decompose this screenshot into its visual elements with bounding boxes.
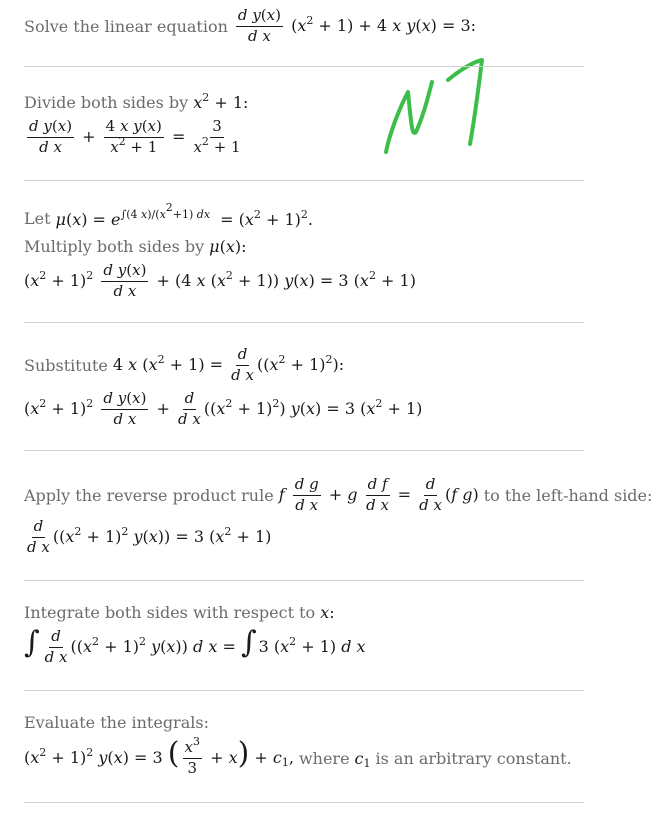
- divider: [24, 66, 584, 67]
- step1-intro-text: Solve the linear equation: [24, 16, 228, 36]
- step1-equation: $\frac{\text{d y(x)}}{\text{d x}}$ $(x^2 + 1) + 4$ x y(x) = 3:: [237, 5, 477, 45]
- step3-multiply-line: Multiply both sides by μ(x):: [24, 236, 247, 256]
- divider: [24, 450, 584, 451]
- step3-mu-definition: $\mu(x) = e^{\int(4 x)/(x^2+1) dx} = (x^2 + 1)^2$.: [55, 200, 313, 229]
- step3-equation: $(x^2 + 1)^2$ $\frac{\text{d y(x)}}{\text{d x}}$ + (4 x $(x^2 + 1)$) y(x) = 3 $(x^2 + 1)$: [24, 260, 416, 300]
- divider: [24, 180, 584, 181]
- divider: [24, 802, 584, 803]
- step5-outro-text: to the left-hand side:: [483, 485, 652, 505]
- step5-equation: $\frac{d}{\text{d x}}$ ($(x^2 + 1)^2$ y(x)) = 3 $(x^2 + 1)$: [27, 516, 272, 556]
- step4-intro-text: Substitute: [24, 355, 108, 375]
- handwritten-n1-mark: [378, 52, 498, 162]
- step3-let-text: Let: [24, 208, 51, 228]
- step4-equation: $(x^2 + 1)^2$ $\frac{\text{d y(x)}}{\text{d x}}$ + $\frac{d}{\text{d x}}$ $((x^2 + 1)^2) y(x) = 3$ $(x^2 + 1)$: [24, 388, 423, 428]
- step2-intro-text: Divide both sides by: [24, 92, 189, 112]
- step7-intro-text: Evaluate the integrals:: [24, 712, 209, 732]
- step6-intro-line: Integrate both sides with respect to x:: [24, 602, 335, 622]
- step1-line: [24, 5, 477, 45]
- divider: [24, 322, 584, 323]
- step3-multiply-text: Multiply both sides by: [24, 236, 205, 256]
- step6-equation: ∫ $\frac{d}{\text{d x}}$ ($(x^2 + 1)^2$ y(x)) d x = ∫ 3 $(x^2 + 1)$ d x: [24, 625, 366, 667]
- step2-intro-line: [24, 90, 248, 114]
- divider: [24, 690, 584, 691]
- step5-intro-line: Apply the reverse product rule f $\frac{\text{d g}}{\text{d x}}$ + g $\frac{\text{d f}}{\text{d x}}$ = $\frac{d}{\text{d x}}$ (f g) to the left-hand side:: [24, 474, 652, 514]
- step2-divisor: $x^2 + 1$:: [193, 90, 249, 112]
- step7-intro-line: [24, 710, 209, 734]
- step7-tail-text: is an arbitrary constant.: [375, 748, 572, 768]
- step7-equation: $(x^2 + 1)^2$ y(x) = 3 ( $\frac{x^3}{3}$ + $x) + c_1$, where $c_1$ is an arbitrary constant.: [24, 735, 572, 778]
- step4-intro-line: Substitute 4 x $(x^2 + 1)$ = $\frac{d}{\text{d x}}$ $((x^2 + 1)^2)$:: [24, 344, 345, 384]
- step5-intro-text: Apply the reverse product rule: [24, 485, 274, 505]
- step2-equation: $\frac{\text{d y(x)}}{\text{d x}}$ + $\frac{\text{4 x y(x)}}{x^2 + 1}$ = $\frac{3}{x^2 + 1}$: [29, 116, 241, 156]
- divider: [24, 580, 584, 581]
- step3-let-line: [24, 200, 313, 232]
- step7-where-text: where: [298, 748, 350, 768]
- step6-intro-text: Integrate both sides with respect to: [24, 602, 316, 622]
